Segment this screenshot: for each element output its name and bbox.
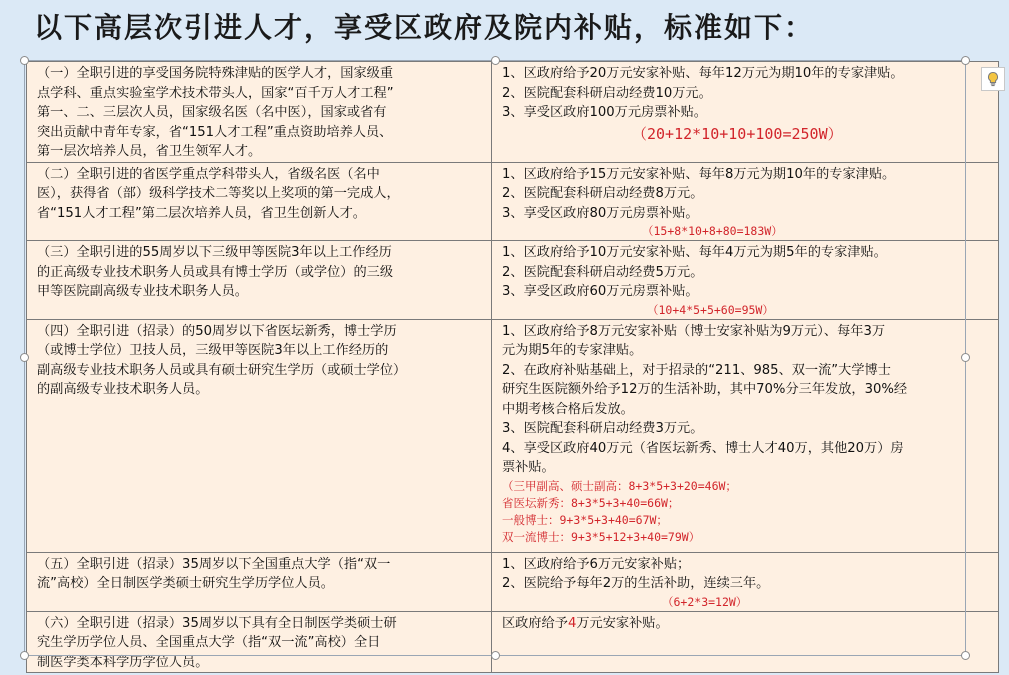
subsidy-detail-cell: 1、区政府给予10万元安家补贴、每年4万元为期5年的专家津贴。 2、医院配套科研启动经费5万元。 3、享受区政府60万元房票补贴。 （10+4*5+5+60=95W） (492, 241, 999, 320)
resize-handle-top[interactable] (491, 56, 500, 65)
resize-handle-bottom-right[interactable] (961, 651, 970, 660)
subsidy-detail-cell: 1、区政府给予6万元安家补贴； 2、医院给予每年2万的生活补助，连续三年。 （6+2*3=12W） (492, 552, 999, 611)
subsidy-detail-cell: 1、区政府给予15万元安家补贴、每年8万元为期10年的专家津贴。 2、医院配套科研启动经费8万元。 3、享受区政府80万元房票补贴。 （15+8*10+8+80=183W） (492, 162, 999, 241)
design-ideas-button[interactable] (981, 67, 1005, 91)
subsidy-detail-cell: 1、区政府给予20万元安家补贴、每年12万元为期10年的专家津贴。 2、医院配套科研启动经费10万元。 3、享受区政府100万元房票补贴。 （20+12*10+10+100=250W） (492, 62, 999, 163)
talent-category-cell: （一）全职引进的享受国务院特殊津贴的医学人才，国家级重 点学科、重点实验室学术技术带头人，国家“百千万人才工程” 第一、二、三层次人员，国家级名医（名中医），国家或省有 突出贡献中青年专家，省“151人才工程”重点资助培养人员、 第一层次培养人员，省卫生领军人才。 (27, 62, 492, 163)
table-row (27, 552, 999, 611)
subsidy-total-calc: （20+12*10+10+100=250W） (632, 124, 843, 143)
subsidy-total-calc: 省医坛新秀：8+3*5+3+40=66W； (502, 495, 680, 510)
table-row (27, 611, 999, 673)
table-row (27, 319, 999, 552)
subsidy-detail-cell: 1、区政府给予8万元安家补贴（博士安家补贴为9万元）、每年3万 元为期5年的专家津贴。 2、在政府补贴基础上，对于招录的“211、985、双一流”大学博士 研究生医院额外给予12万的生活补助，其中70%分三年发放，30%经 中期考核合格后发放。 3、医院配套科研启动经费3万元。 4、享受区政府40万元（省医坛新秀、博士人才40万，其他20万）房 票补贴。 （三甲副高、硕士副高：8+3*5+3+20=46W； 省医坛新秀：8+3*5+3+40=66W； 一般博士：9+3*5+3+40=67W； 双一流博士：9+3*5+12+3+40=79W） (492, 319, 999, 552)
subsidy-total-calc: （15+8*10+8+80=183W） (642, 224, 783, 238)
resize-handle-left[interactable] (20, 353, 29, 362)
subsidy-detail-cell: 区政府给予4万元安家补贴。 (492, 611, 999, 673)
table-row (27, 162, 999, 241)
talent-category-cell: （二）全职引进的省医学重点学科带头人，省级名医（名中 医），获得省（部）级科学技术二等奖以上奖项的第一完成人， 省“151人才工程”第二层次培养人员，省卫生创新人才。 (27, 162, 492, 241)
highlight-amount: 4 (567, 615, 577, 631)
talent-category-cell: （四）全职引进（招录）的50周岁以下省医坛新秀，博士学历 （或博士学位）卫技人员，三级甲等医院3年以上工作经历的 副高级专业技术职务人员或具有硕士研究生学历（或硕士学位） 的副高级专业技术职务人员。 (27, 319, 492, 552)
subsidy-table (26, 61, 999, 673)
subsidy-total-calc: 双一流博士：9+3*5+12+3+40=79W） (502, 529, 701, 544)
resize-handle-bottom[interactable] (491, 651, 500, 660)
subsidy-total-calc: （三甲副高、硕士副高：8+3*5+3+20=46W； (502, 478, 737, 493)
lightbulb-icon (985, 71, 1001, 87)
subsidy-total-calc: （6+2*3=12W） (662, 594, 748, 609)
talent-category-cell: （五）全职引进（招录）35周岁以下全国重点大学（指“双一 流”高校）全日制医学类硕士研究生学历学位人员。 (27, 552, 492, 611)
table-row (27, 62, 999, 163)
talent-category-cell: （三）全职引进的55周岁以下三级甲等医院3年以上工作经历 的正高级专业技术职务人员或具有博士学历（或学位）的三级 甲等医院副高级专业技术职务人员。 (27, 241, 492, 320)
resize-handle-right[interactable] (961, 353, 970, 362)
resize-handle-bottom-left[interactable] (20, 651, 29, 660)
table-row (27, 241, 999, 320)
page-title: 以下高层次引进人才，享受区政府及院内补贴，标准如下： (34, 11, 815, 44)
subsidy-total-calc: 一般博士：9+3*5+3+40=67W； (502, 512, 668, 527)
subsidy-total-calc: （10+4*5+5+60=95W） (647, 302, 774, 317)
talent-category-cell: （六）全职引进（招录）35周岁以下具有全日制医学类硕士研 究生学历学位人员、全国重点大学（指“双一流”高校）全日 制医学类本科学历学位人员。 (27, 611, 492, 673)
resize-handle-top-right[interactable] (961, 56, 970, 65)
resize-handle-top-left[interactable] (20, 56, 29, 65)
